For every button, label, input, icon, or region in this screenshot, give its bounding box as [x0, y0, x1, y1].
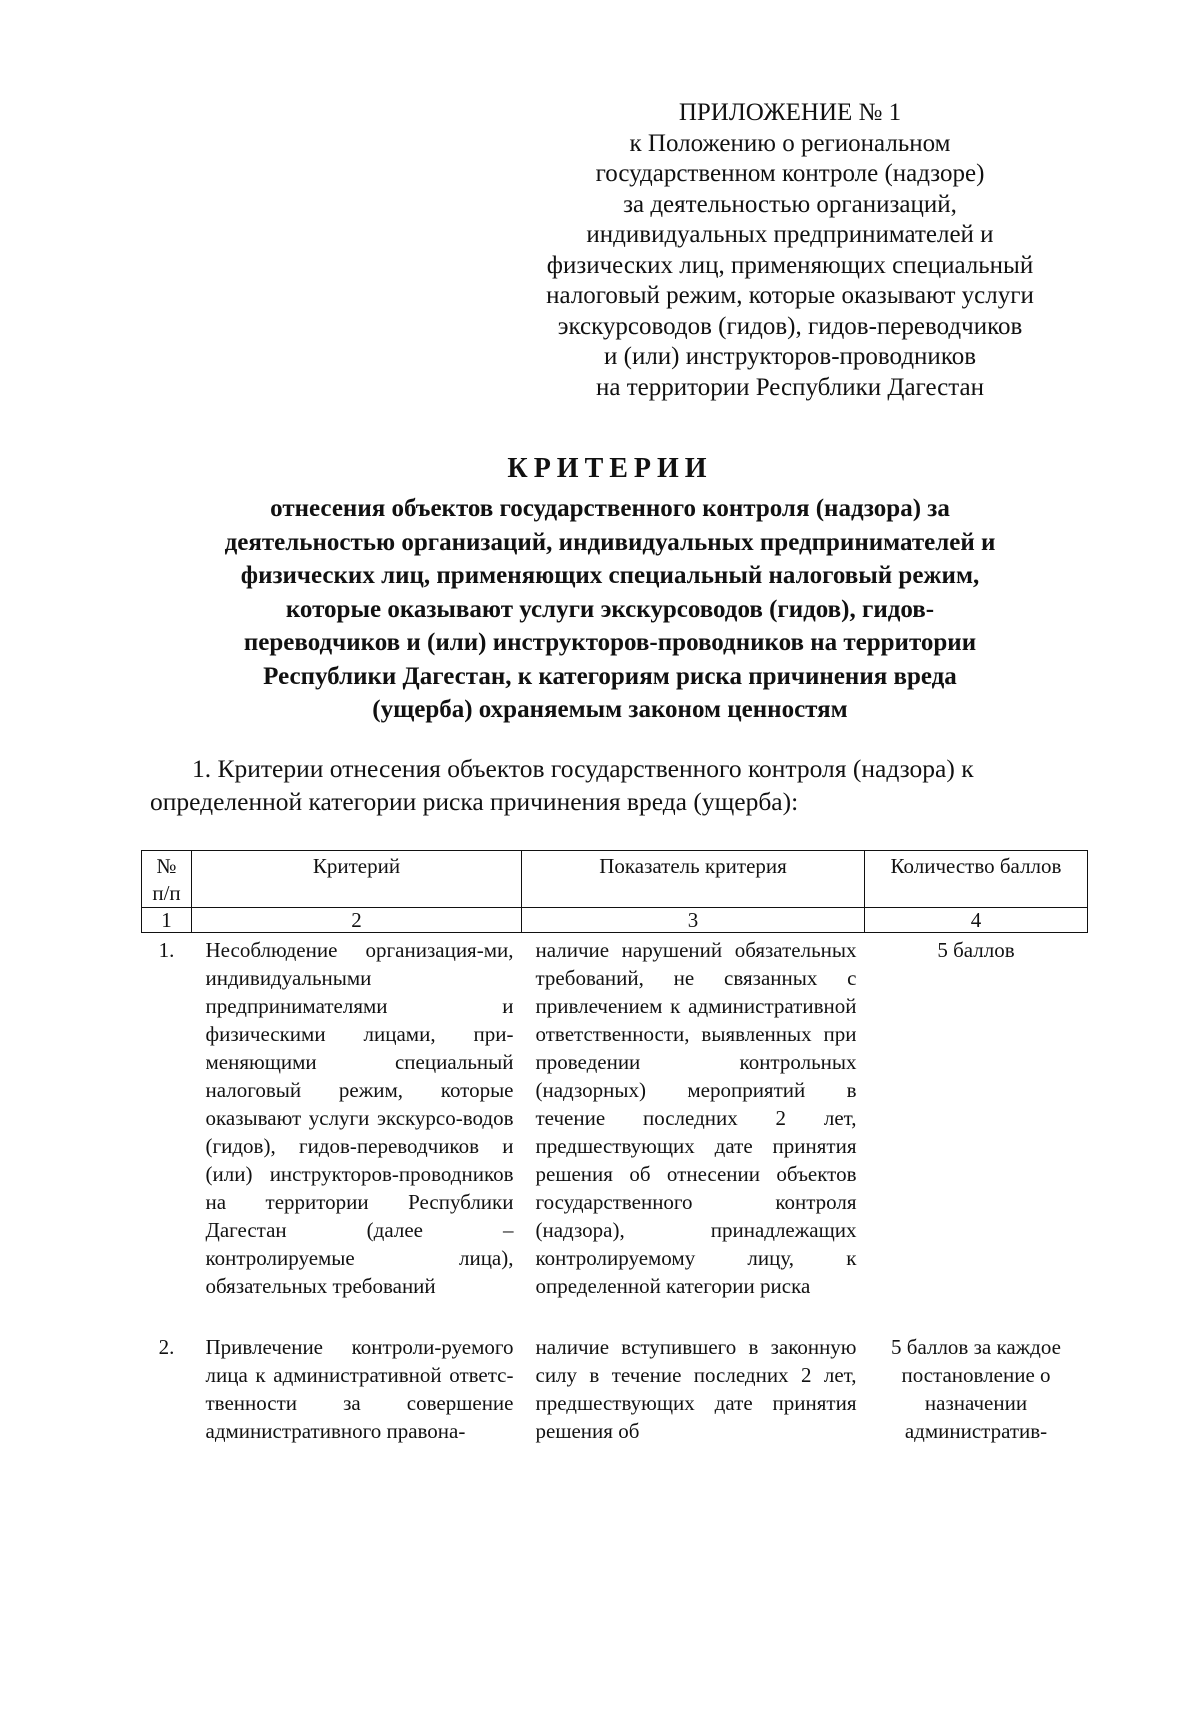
- table-row: [142, 1330, 1088, 1445]
- header-indicator: Показатель критерия: [522, 851, 865, 908]
- appendix-block: [500, 98, 1080, 403]
- title-subtitle-line: (ущерба) охраняемым законом ценностям: [372, 696, 848, 723]
- row-spacer: [142, 1300, 1088, 1330]
- title-subtitle-line: Республики Дагестан, к категориям риска причинения вреда: [263, 662, 957, 690]
- row-indicator: наличие вступившего в законную силу в течение последних 2 лет, предшествующих дате принятия решения об: [535, 1335, 857, 1443]
- appendix-line: индивидуальных предпринимателей и: [586, 221, 994, 248]
- title-subtitle-line: которые оказывают услуги экскурсоводов (гидов), гидов-: [285, 595, 935, 623]
- table-header-row: [142, 851, 1088, 908]
- column-number: 1: [142, 908, 192, 933]
- appendix-number: ПРИЛОЖЕНИЕ № 1: [678, 99, 902, 126]
- document-title: [150, 452, 1070, 727]
- column-number: 3: [522, 908, 865, 933]
- appendix-line: на территории Республики Дагестан: [596, 373, 984, 401]
- table-row: [142, 933, 1088, 1301]
- row-points: 5 баллов за каждое постановление о назначении административ-: [891, 1335, 1061, 1443]
- row-number: 2.: [158, 1335, 175, 1359]
- appendix-line: государственном контроле (надзоре): [595, 160, 985, 187]
- column-number: 4: [865, 908, 1088, 933]
- intro-paragraph: 1. Критерии отнесения объектов государственного контроля (надзора) к определенной категории риска причинения вреда (ущерба):: [150, 754, 974, 816]
- header-number: № п/п: [142, 851, 192, 908]
- appendix-line: к Положению о региональном: [629, 129, 951, 157]
- row-indicator: наличие нарушений обязательных требований, не связанных с привлечением к административной ответственности, выявленных при проведении контрольных (надзорных) мероприятий в течение последних 2 лет, предшествующих дате принятия решения об отнесении объектов государственного контроля (надзора), принадлежащих контролируемому лицу, к определенной категории риска: [535, 938, 857, 1298]
- column-number: 2: [192, 908, 522, 933]
- title-heading: КРИТЕРИИ: [507, 453, 713, 484]
- title-subtitle-line: отнесения объектов государственного контроля (надзора) за: [270, 495, 950, 522]
- row-number: 1.: [158, 938, 175, 962]
- criteria-table: [141, 850, 1088, 1445]
- row-criterion: Несоблюдение организация-ми, индивидуальными предпринимателями и физическими лицами, при-меняющими специальный налоговый режим, которые оказывают услуги экскурсо-водов (гидов), гидов-переводчиков и (или) инструкторов-проводников на территории Республики Дагестан (далее – контролируемые лица), обязательных требований: [205, 938, 514, 1298]
- appendix-line: налоговый режим, которые оказывают услуги: [546, 282, 1034, 309]
- title-subtitle-line: физических лиц, применяющих специальный налоговый режим,: [240, 562, 980, 589]
- appendix-line: экскурсоводов (гидов), гидов-переводчиков: [557, 312, 1023, 340]
- appendix-line: за деятельностью организаций,: [623, 190, 957, 218]
- title-subtitle-line: переводчиков и (или) инструкторов-проводников на территории: [243, 629, 977, 656]
- header-points: Количество баллов: [865, 851, 1088, 908]
- header-criterion: Критерий: [192, 851, 522, 908]
- row-points: 5 баллов: [937, 938, 1015, 962]
- column-number-row: [142, 908, 1088, 933]
- appendix-line: физических лиц, применяющих специальный: [546, 251, 1034, 279]
- title-subtitle-line: деятельностью организаций, индивидуальных предпринимателей и: [224, 528, 996, 556]
- row-criterion: Привлечение контроли-руемого лица к административной ответс-твенности за совершение административного правона-: [205, 1335, 514, 1443]
- appendix-line: и (или) инструкторов-проводников: [603, 343, 976, 370]
